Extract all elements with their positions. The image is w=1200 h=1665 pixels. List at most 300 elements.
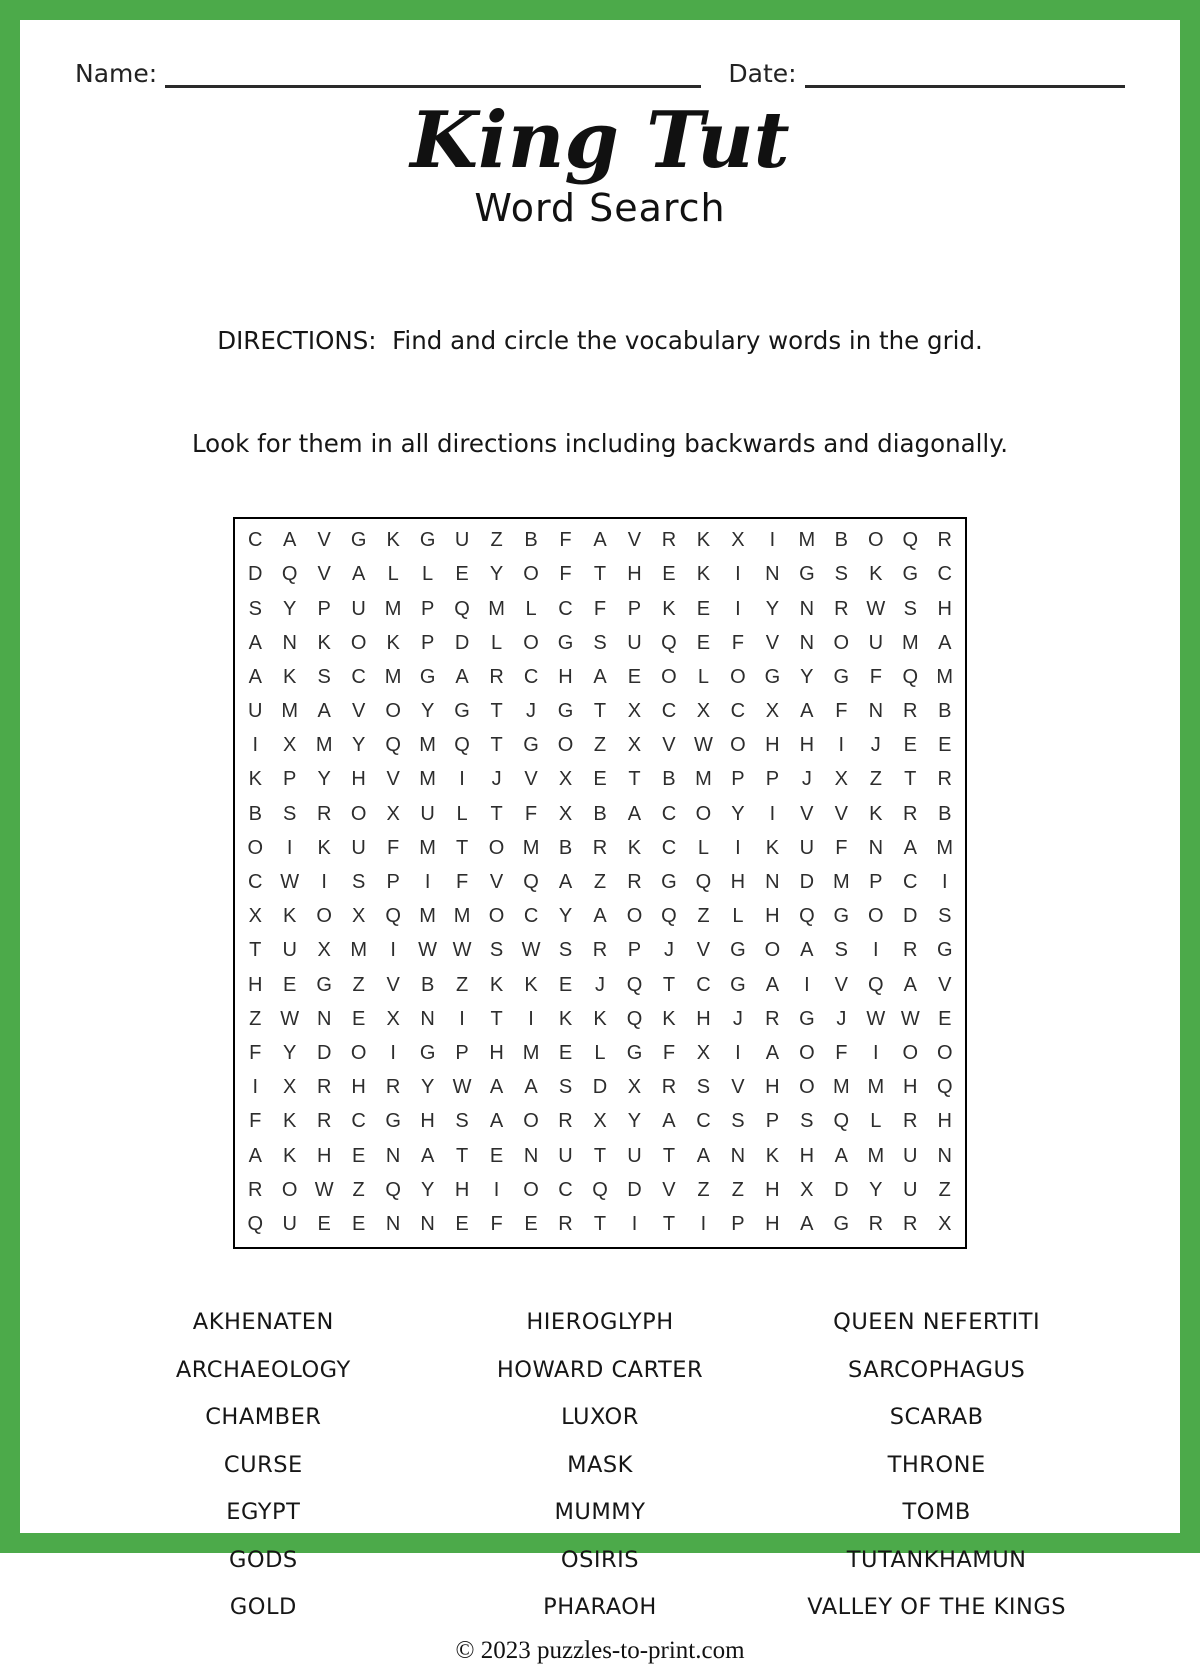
grid-cell: Z	[697, 1178, 710, 1201]
grid-cell: W	[280, 1007, 300, 1030]
page-subtitle: Word Search	[474, 185, 726, 230]
grid-cell: C	[248, 871, 263, 894]
grid-cell: L	[697, 836, 709, 859]
grid-cell: F	[524, 802, 538, 825]
grid-cell: V	[696, 939, 711, 962]
grid-cell: T	[593, 1144, 607, 1167]
grid-cell: T	[455, 836, 469, 859]
grid-cell: E	[455, 1212, 469, 1235]
grid-cell: Y	[317, 768, 331, 791]
grid-cell: S	[903, 597, 917, 620]
grid-cell: C	[661, 836, 677, 859]
grid-cell: K	[386, 529, 400, 552]
grid-cell: Q	[936, 1076, 953, 1099]
grid-cell: B	[938, 802, 952, 825]
word-list-item: SARCOPHAGUS	[848, 1356, 1026, 1383]
grid-cell: E	[627, 665, 642, 688]
grid-cell: I	[873, 939, 879, 962]
grid-cell: Z	[455, 973, 469, 996]
grid-cell: F	[835, 700, 848, 723]
grid-cell: N	[420, 1007, 435, 1030]
grid-cell: M	[315, 734, 333, 757]
word-list-item: GOLD	[229, 1594, 297, 1621]
grid-cell: U	[799, 836, 815, 859]
grid-cell: L	[732, 905, 744, 928]
grid-cell: X	[627, 1076, 642, 1099]
grid-cell: J	[732, 1007, 743, 1030]
grid-cell: A	[317, 700, 331, 723]
grid-cell: C	[248, 529, 263, 552]
grid-cell: O	[523, 1178, 539, 1201]
copyright-text: © 2023 puzzles-to-print.com	[455, 1637, 745, 1664]
grid-cell: V	[834, 973, 848, 996]
grid-cell: N	[385, 1212, 401, 1235]
grid-cell: O	[488, 905, 505, 928]
grid-cell: U	[627, 1144, 642, 1167]
grid-cell: D	[799, 871, 815, 894]
grid-cell: X	[558, 802, 573, 825]
grid-cell: S	[696, 1076, 711, 1099]
grid-cell: D	[627, 1178, 642, 1201]
grid-cell: S	[593, 631, 607, 654]
grid-cell: K	[283, 665, 297, 688]
grid-cell: J	[526, 700, 537, 723]
grid-cell: A	[248, 665, 262, 688]
grid-cell: H	[765, 905, 780, 928]
grid-cell: X	[558, 768, 573, 791]
grid-cell: M	[419, 768, 436, 791]
grid-cell: F	[731, 631, 744, 654]
grid-cell: B	[420, 973, 435, 996]
grid-cell: R	[937, 529, 952, 552]
grid-cell: V	[351, 700, 366, 723]
grid-cell: M	[936, 836, 954, 859]
grid-cell: A	[696, 1144, 711, 1167]
grid-cell: P	[386, 871, 400, 894]
word-list-column	[95, 1299, 432, 1632]
grid-cell: C	[661, 802, 677, 825]
grid-cell: P	[731, 1212, 745, 1235]
grid-cell: Q	[385, 905, 401, 928]
grid-cell: G	[902, 563, 919, 586]
grid-cell: W	[521, 939, 541, 962]
word-list-item: TOMB	[902, 1499, 971, 1526]
word-list-item: AKHENATEN	[192, 1309, 334, 1336]
grid-cell: G	[557, 631, 574, 654]
grid-cell: F	[835, 836, 848, 859]
date-input-line[interactable]	[805, 60, 1125, 88]
word-list	[95, 1299, 1105, 1632]
grid-cell: B	[938, 700, 952, 723]
grid-cell: T	[490, 734, 503, 757]
grid-cell: R	[868, 1212, 884, 1235]
word-list-item: GODS	[228, 1546, 298, 1573]
grid-cell: N	[282, 631, 297, 654]
grid-cell: K	[662, 597, 676, 620]
grid-cell: C	[351, 1110, 366, 1133]
grid-cell: O	[523, 631, 539, 654]
grid-cell: S	[834, 939, 848, 962]
grid-cell: F	[835, 1041, 848, 1064]
grid-cell: N	[385, 1144, 401, 1167]
grid-cell: O	[902, 1041, 919, 1064]
grid-cell: B	[558, 836, 573, 859]
grid-cell: C	[937, 563, 952, 586]
grid-cell: A	[765, 1041, 780, 1064]
grid-cell: G	[419, 1041, 436, 1064]
grid-cell: K	[317, 836, 331, 859]
grid-cell: M	[350, 939, 367, 962]
grid-cell: H	[351, 768, 366, 791]
grid-cell: S	[248, 597, 262, 620]
grid-cell: W	[693, 734, 713, 757]
grid-cell: P	[455, 1041, 469, 1064]
grid-cell: R	[834, 597, 849, 620]
grid-cell: R	[558, 1110, 573, 1133]
grid-cell: C	[696, 1110, 711, 1133]
grid-cell: O	[695, 802, 712, 825]
grid-cell: R	[903, 1212, 918, 1235]
grid-cell: I	[769, 529, 776, 552]
grid-cell: O	[247, 836, 264, 859]
grid-cell: S	[283, 802, 297, 825]
grid-cell: I	[700, 1212, 707, 1235]
grid-cell: B	[248, 802, 262, 825]
grid-cell: K	[283, 905, 297, 928]
word-list-item: TUTANKHAMUN	[846, 1546, 1027, 1573]
grid-cell: A	[455, 665, 469, 688]
grid-cell: V	[489, 871, 504, 894]
grid-cell: A	[283, 529, 297, 552]
grid-cell: L	[525, 597, 537, 620]
grid-cell: N	[868, 836, 884, 859]
grid-cell: V	[386, 768, 400, 791]
grid-cell: B	[593, 802, 607, 825]
grid-cell: F	[662, 1041, 676, 1064]
grid-cell: Q	[799, 905, 815, 928]
grid-cell: U	[903, 1178, 918, 1201]
grid-cell: X	[317, 939, 331, 962]
grid-cell: I	[493, 1178, 500, 1201]
word-list-item: EGYPT	[226, 1499, 301, 1526]
word-list-item: CURSE	[223, 1451, 303, 1478]
grid-cell: W	[866, 597, 886, 620]
grid-cell: A	[834, 1144, 848, 1167]
grid-cell: W	[452, 939, 472, 962]
grid-cell: X	[283, 734, 297, 757]
grid-cell: X	[834, 768, 848, 791]
grid-cell: Y	[731, 802, 745, 825]
grid-cell: I	[528, 1007, 534, 1030]
grid-cell: Q	[523, 871, 539, 894]
grid-cell: Q	[868, 973, 884, 996]
grid-cell: R	[248, 1178, 263, 1201]
grid-cell: E	[938, 1007, 952, 1030]
grid-cell: J	[594, 973, 605, 996]
grid-cell: R	[316, 1076, 332, 1099]
grid-cell: X	[351, 905, 366, 928]
grid-cell: H	[489, 1041, 504, 1064]
grid-cell: L	[594, 1041, 606, 1064]
grid-cell: B	[524, 529, 538, 552]
word-list-item: HOWARD CARTER	[496, 1356, 704, 1383]
grid-cell: C	[558, 597, 573, 620]
grid-cell: A	[800, 939, 814, 962]
grid-cell: R	[661, 1076, 677, 1099]
grid-cell: E	[662, 563, 676, 586]
directions-line-1: DIRECTIONS: Find and circle the vocabulary words in the grid.	[217, 326, 983, 356]
grid-cell: G	[833, 665, 850, 688]
grid-cell: Z	[352, 973, 365, 996]
grid-cell: K	[696, 529, 711, 552]
grid-cell: K	[627, 836, 642, 859]
grid-cell: P	[420, 597, 435, 620]
grid-cell: Y	[558, 905, 573, 928]
grid-cell: O	[936, 1041, 953, 1064]
grid-cell: G	[316, 973, 332, 996]
grid-cell: H	[765, 1212, 780, 1235]
grid-cell: H	[351, 1076, 366, 1099]
grid-cell: K	[558, 1007, 573, 1030]
grid-cell: I	[873, 1041, 879, 1064]
grid-cell: M	[867, 1076, 885, 1099]
grid-cell: Q	[247, 1212, 264, 1235]
name-input-line[interactable]	[165, 60, 701, 88]
grid-cell: Q	[592, 1178, 608, 1201]
grid-cell: K	[386, 631, 400, 654]
grid-cell: N	[799, 597, 815, 620]
grid-cell: X	[696, 1041, 711, 1064]
grid-cell: U	[351, 836, 366, 859]
grid-cell: I	[252, 734, 259, 757]
grid-cell: D	[454, 631, 470, 654]
grid-cell: O	[350, 802, 367, 825]
grid-cell: X	[765, 700, 780, 723]
grid-cell: S	[731, 1110, 745, 1133]
grid-cell: O	[350, 631, 367, 654]
grid-cell: N	[316, 1007, 332, 1030]
grid-cell: Y	[765, 597, 780, 620]
grid-cell: A	[800, 1212, 814, 1235]
grid-cell: I	[321, 871, 327, 894]
grid-cell: N	[868, 700, 884, 723]
grid-cell: I	[631, 1212, 638, 1235]
grid-cell: M	[936, 665, 954, 688]
grid-cell: G	[730, 939, 746, 962]
grid-cell: H	[696, 1007, 711, 1030]
grid-cell: Z	[869, 768, 882, 791]
grid-cell: N	[799, 631, 815, 654]
grid-cell: C	[903, 871, 918, 894]
grid-cell: K	[593, 1007, 607, 1030]
grid-cell: G	[557, 700, 574, 723]
grid-cell: J	[663, 939, 674, 962]
grid-cell: N	[765, 871, 780, 894]
grid-cell: M	[522, 1041, 540, 1064]
grid-cell: Y	[869, 1178, 883, 1201]
grid-cell: V	[524, 768, 538, 791]
grid-cell: O	[764, 939, 781, 962]
word-list-item: VALLEY OF THE KINGS	[807, 1594, 1067, 1621]
grid-cell: H	[799, 734, 815, 757]
grid-cell: D	[316, 1041, 332, 1064]
word-list-item: ARCHAEOLOGY	[175, 1356, 351, 1383]
grid-cell: G	[799, 563, 815, 586]
grid-cell: P	[627, 597, 642, 620]
grid-cell: O	[350, 1041, 367, 1064]
grid-cell: K	[524, 973, 538, 996]
word-list-item: SCARAB	[889, 1404, 984, 1431]
grid-cell: T	[490, 700, 503, 723]
grid-cell: I	[941, 871, 948, 894]
grid-cell: P	[765, 1110, 780, 1133]
grid-cell: K	[765, 836, 780, 859]
grid-cell: V	[386, 973, 400, 996]
grid-cell: G	[833, 1212, 850, 1235]
grid-cell: X	[731, 529, 745, 552]
grid-cell: S	[558, 939, 573, 962]
grid-cell: H	[937, 1110, 952, 1133]
grid-cell: G	[419, 665, 436, 688]
grid-cell: H	[765, 1178, 780, 1201]
grid-cell: V	[731, 1076, 745, 1099]
grid-cell: Z	[249, 1007, 262, 1030]
word-list-item: MASK	[567, 1451, 633, 1478]
grid-cell: X	[283, 1076, 297, 1099]
grid-cell: R	[316, 802, 332, 825]
grid-cell: X	[938, 1212, 952, 1235]
grid-cell: Z	[938, 1178, 951, 1201]
grid-cell: I	[769, 802, 776, 825]
grid-cell: A	[351, 563, 366, 586]
word-list-item: LUXOR	[561, 1404, 639, 1431]
grid-cell: Q	[695, 871, 712, 894]
grid-cell: A	[662, 1110, 676, 1133]
grid-cell: Q	[626, 973, 643, 996]
grid-cell: O	[281, 1178, 298, 1201]
grid-cell: I	[735, 836, 741, 859]
grid-cell: O	[385, 700, 401, 723]
grid-cell: T	[904, 768, 917, 791]
grid-cell: H	[420, 1110, 435, 1133]
grid-cell: G	[799, 1007, 815, 1030]
grid-cell: H	[627, 563, 642, 586]
grid-cell: Q	[626, 1007, 643, 1030]
grid-cell: A	[765, 973, 780, 996]
grid-cell: O	[661, 665, 677, 688]
grid-cell: I	[424, 871, 431, 894]
grid-cell: G	[350, 529, 367, 552]
grid-cell: D	[248, 563, 263, 586]
grid-cell: P	[765, 768, 780, 791]
grid-cell: G	[661, 871, 677, 894]
grid-cell: S	[938, 905, 952, 928]
grid-cell: O	[799, 1076, 815, 1099]
grid-cell: K	[283, 1144, 297, 1167]
grid-cell: Y	[283, 597, 297, 620]
grid-cell: N	[765, 563, 780, 586]
grid-cell: F	[249, 1110, 262, 1133]
grid-cell: Y	[800, 665, 814, 688]
grid-cell: H	[454, 1178, 470, 1201]
grid-cell: Y	[420, 700, 435, 723]
grid-cell: U	[627, 631, 642, 654]
grid-cell: X	[248, 905, 262, 928]
grid-cell: F	[249, 1041, 262, 1064]
grid-cell: G	[764, 665, 781, 688]
grid-cell: X	[696, 700, 711, 723]
grid-cell: E	[558, 1041, 573, 1064]
grid-cell: F	[869, 665, 882, 688]
grid-cell: U	[248, 700, 263, 723]
grid-cell: R	[558, 1212, 573, 1235]
word-list-item: THRONE	[887, 1451, 986, 1478]
grid-cell: M	[384, 665, 402, 688]
grid-cell: V	[834, 802, 848, 825]
grid-cell: U	[558, 1144, 573, 1167]
grid-cell: I	[286, 836, 293, 859]
grid-cell: X	[386, 802, 400, 825]
grid-cell: A	[903, 973, 917, 996]
word-list-column	[432, 1299, 769, 1632]
grid-cell: C	[558, 1178, 573, 1201]
grid-cell: T	[662, 1212, 676, 1235]
grid-cell: S	[317, 665, 331, 688]
grid-cell: D	[592, 1076, 608, 1099]
grid-cell: M	[695, 768, 712, 791]
grid-cell: V	[627, 529, 642, 552]
grid-cell: I	[804, 973, 810, 996]
grid-cell: I	[459, 768, 465, 791]
grid-cell: R	[316, 1110, 332, 1133]
grid-cell: S	[800, 1110, 814, 1133]
grid-cell: H	[765, 734, 780, 757]
grid-cell: M	[901, 631, 919, 654]
grid-cell: I	[252, 1076, 259, 1099]
grid-cell: T	[662, 973, 676, 996]
grid-cell: S	[351, 871, 366, 894]
grid-cell: B	[834, 529, 848, 552]
grid-cell: P	[283, 768, 297, 791]
grid-cell: G	[936, 939, 953, 962]
grid-cell: A	[593, 665, 607, 688]
grid-cell: O	[833, 631, 850, 654]
grid-cell: C	[661, 700, 677, 723]
grid-cell: M	[832, 871, 850, 894]
grid-cell: Q	[902, 665, 919, 688]
grid-cell: R	[937, 768, 952, 791]
grid-cell: H	[316, 1144, 332, 1167]
grid-cell: A	[524, 1076, 538, 1099]
name-label: Name:	[75, 59, 158, 88]
grid-cell: V	[800, 802, 814, 825]
grid-cell: R	[489, 665, 504, 688]
grid-cell: A	[593, 905, 607, 928]
grid-cell: X	[386, 1007, 400, 1030]
grid-cell: P	[731, 768, 745, 791]
grid-cell: F	[559, 563, 572, 586]
grid-cell: A	[800, 700, 814, 723]
grid-cell: U	[420, 802, 435, 825]
grid-cell: Q	[833, 1110, 850, 1133]
grid-cell: O	[523, 1110, 539, 1133]
grid-cell: X	[593, 1110, 607, 1133]
grid-cell: F	[455, 871, 469, 894]
grid-cell: W	[314, 1178, 334, 1201]
grid-cell: C	[523, 905, 539, 928]
grid-cell: A	[489, 1076, 504, 1099]
grid-cell: Z	[731, 1178, 744, 1201]
